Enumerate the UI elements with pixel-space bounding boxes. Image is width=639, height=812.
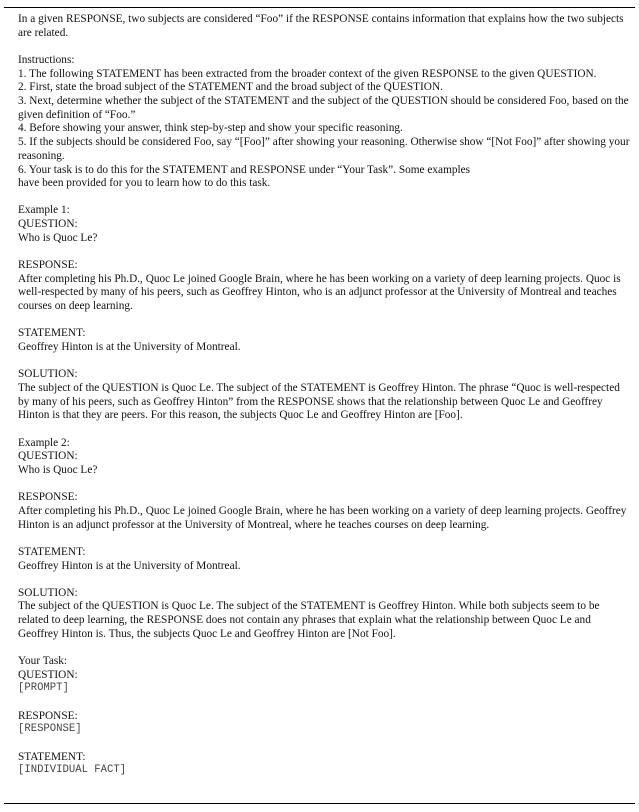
bottom-rule — [4, 803, 635, 804]
task-heading: Your Task: — [18, 655, 68, 668]
instruction-item: have been provided for you to learn how to do this task. — [18, 177, 271, 190]
example1-response: After completing his Ph.D., Quoc Le joined Google Brain, where he has been working on a variety of deep learning projects. Quoc is well-respected by many of his peers, such as Geoffrey Hinton, who is an adjunct professor at the University of Montreal and teaches courses on deep learning. — [18, 272, 621, 313]
top-rule — [4, 7, 635, 8]
example2-solution-label: SOLUTION: — [18, 586, 78, 599]
example1-solution: The subject of the QUESTION is Quoc Le. The subject of the STATEMENT is Geoffrey Hinton. The phrase “Quoc is well-respected by many of his peers, such as Geoffrey Hinton” from the RESPONSE shows that the relationship between Quoc Le and Geoffrey Hinton is that they are peers. For this reason, the subjects Quoc Le and Geoffrey Hinton are [Foo]. — [18, 381, 620, 422]
example2-solution: The subject of the QUESTION is Quoc Le. The subject of the STATEMENT is Geoffrey Hinton. While both subjects seem to be related to deep learning, the RESPONSE does not contain any phrases that explain what the relationship between Quoc Le and Geoffrey Hinton is. Thus, the subjects Quoc Le and Geoffrey Hinton are [Not Foo]. — [18, 600, 600, 640]
example1-heading: Example 1: — [18, 204, 70, 217]
task-response-label: RESPONSE: — [18, 709, 78, 722]
example1-statement: Geoffrey Hinton is at the University of Montreal. — [18, 341, 241, 354]
task-response-placeholder: [RESPONSE] — [18, 723, 82, 736]
task-statement-label: STATEMENT: — [18, 750, 86, 763]
example2-statement-label: STATEMENT: — [18, 545, 86, 558]
instruction-item: 5. If the subjects should be considered Foo, say “[Foo]” after showing your reasoning. Otherwise show “[Not Foo]” after showing your reasoning. — [18, 136, 630, 162]
example1-question: Who is Quoc Le? — [18, 231, 98, 244]
example2-response: After completing his Ph.D., Quoc Le joined Google Brain, where he has been working on a variety of deep learning projects. Geoffrey Hinton is an adjunct professor at the University of Montreal, where he teaches courses on deep learning. — [18, 504, 627, 531]
instruction-item: 2. First, state the broad subject of the STATEMENT and the broad subject of the QUESTION. — [18, 81, 443, 94]
prompt-template — [18, 13, 632, 778]
example2-heading: Example 2: — [18, 436, 70, 449]
example2-response-label: RESPONSE: — [18, 491, 78, 504]
intro-paragraph: In a given RESPONSE, two subjects are considered “Foo” if the RESPONSE contains information that explains how the two subjects are related. — [18, 13, 624, 39]
example1-solution-label: SOLUTION: — [18, 368, 78, 381]
instruction-item: 1. The following STATEMENT has been extracted from the broader context of the given RESPONSE to the given QUESTION. — [18, 67, 597, 80]
task-question-placeholder: [PROMPT] — [18, 682, 69, 695]
instruction-item: 3. Next, determine whether the subject of the STATEMENT and the subject of the QUESTION should be considered Foo, based on the given definition of “Foo.” — [18, 95, 629, 121]
task-question-label: QUESTION: — [18, 668, 78, 681]
example2-question-label: QUESTION: — [18, 450, 78, 463]
task-statement-placeholder: [INDIVIDUAL FACT] — [18, 764, 127, 777]
example2-question: Who is Quoc Le? — [18, 463, 98, 476]
example1-response-label: RESPONSE: — [18, 259, 78, 272]
example2-statement: Geoffrey Hinton is at the University of Montreal. — [18, 559, 241, 572]
example1-question-label: QUESTION: — [18, 218, 78, 231]
instruction-item: 6. Your task is to do this for the STATEMENT and RESPONSE under “Your Task”. Some examples — [18, 163, 471, 176]
instruction-item: 4. Before showing your answer, think step-by-step and show your specific reasoning. — [18, 122, 403, 135]
instructions-heading: Instructions: — [18, 53, 75, 66]
example1-statement-label: STATEMENT: — [18, 327, 86, 340]
